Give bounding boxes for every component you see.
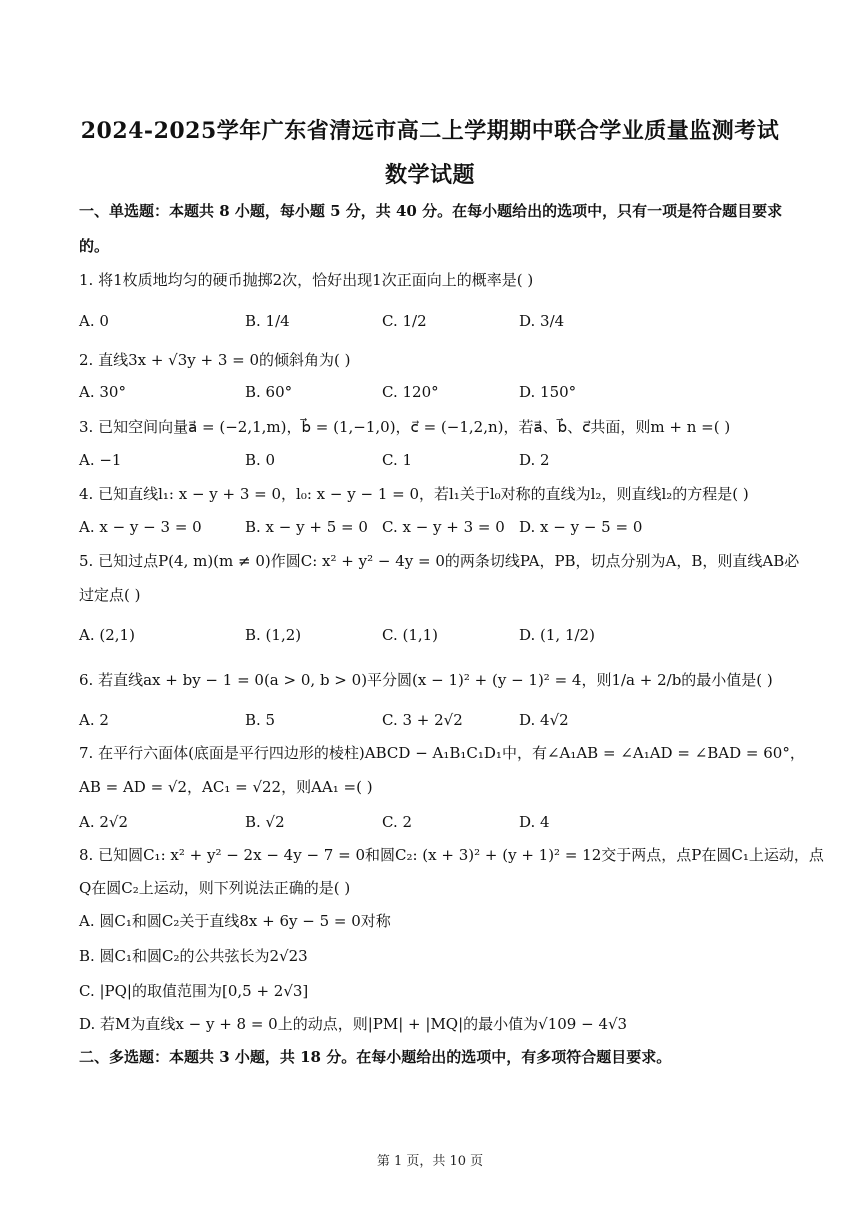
question-3-stem: 3. 已知空间向量a⃗ = (−2,1,m)，b⃗ = (1,−1,0)，c⃗ = (−1,2,n)，若a⃗、b⃗、c⃗共面，则m + n =( ) — [79, 418, 731, 436]
option-b: B. (1,2) — [245, 626, 302, 644]
option-c: C. 1/2 — [382, 312, 427, 330]
question-5-stem-cont: 过定点( ) — [79, 586, 141, 604]
question-7-options — [79, 812, 799, 832]
option-b: B. x − y + 5 = 0 — [245, 518, 368, 536]
option-d: D. (1, 1/2) — [519, 626, 595, 644]
option-d: D. x − y − 5 = 0 — [519, 518, 643, 536]
question-7-stem-cont: AB = AD = √2，AC₁ = √22，则AA₁ =( ) — [79, 778, 373, 796]
question-8-option-a: A. 圆C₁和圆C₂关于直线8x + 6y − 5 = 0对称 — [79, 912, 391, 930]
question-7-stem: 7. 在平行六面体(底面是平行四边形的棱柱)ABCD − A₁B₁C₁D₁中，有∠A₁AB = ∠A₁AD = ∠BAD = 60°， — [79, 744, 805, 762]
option-c: C. x − y + 3 = 0 — [382, 518, 505, 536]
option-c: C. 120° — [382, 383, 439, 401]
option-d: D. 150° — [519, 383, 577, 401]
section-2-heading: 二、多选题：本题共 3 小题，共 18 分。在每小题给出的选项中，有多项符合题目要求。 — [79, 1048, 672, 1066]
option-c: C. (1,1) — [382, 626, 439, 644]
question-5-options — [79, 625, 799, 645]
exam-title: 2024-2025学年广东省清远市高二上学期期中联合学业质量监测考试 — [80, 118, 780, 144]
question-2-stem: 2. 直线3x + √3y + 3 = 0的倾斜角为( ) — [79, 351, 351, 369]
option-b: B. 5 — [245, 711, 276, 729]
option-a: A. (2,1) — [79, 626, 135, 644]
option-d: D. 4 — [519, 813, 550, 831]
option-d: D. 3/4 — [519, 312, 565, 330]
question-4-stem: 4. 已知直线l₁: x − y + 3 = 0，l₀: x − y − 1 = 0，若l₁关于l₀对称的直线为l₂，则直线l₂的方程是( ) — [79, 485, 749, 503]
question-8-stem: 8. 已知圆C₁: x² + y² − 2x − 4y − 7 = 0和圆C₂: (x + 3)² + (y + 1)² = 12交于两点，点P在圆C₁上运动，点 — [79, 846, 824, 864]
question-1-options — [79, 311, 799, 331]
section-1-heading: 一、单选题：本题共 8 小题，每小题 5 分，共 40 分。在每小题给出的选项中，只有一项是符合题目要求 — [79, 202, 783, 220]
question-5-stem: 5. 已知过点P(4, m)(m ≠ 0)作圆C: x² + y² − 4y = 0的两条切线PA，PB，切点分别为A，B，则直线AB必 — [79, 552, 800, 570]
option-b: B. 60° — [245, 383, 293, 401]
page-footer: 第 1 页，共 10 页 — [376, 1154, 484, 1169]
option-a: A. −1 — [79, 451, 122, 469]
option-b: B. √2 — [245, 813, 285, 831]
question-1-stem: 1. 将1枚质地均匀的硬币抛掷2次，恰好出现1次正面向上的概率是( ) — [79, 271, 534, 289]
question-2-options — [79, 382, 799, 402]
question-3-options — [79, 450, 799, 470]
option-d: D. 2 — [519, 451, 550, 469]
option-a: A. 2√2 — [79, 813, 129, 831]
option-c: C. 1 — [382, 451, 413, 469]
question-6-stem: 6. 若直线ax + by − 1 = 0(a > 0, b > 0)平分圆(x − 1)² + (y − 1)² = 4，则1/a + 2/b的最小值是( ) — [79, 671, 773, 689]
option-c: C. 2 — [382, 813, 413, 831]
question-6-options — [79, 710, 799, 730]
option-b: B. 1/4 — [245, 312, 290, 330]
question-8-option-c: C. |PQ|的取值范围为[0,5 + 2√3] — [79, 982, 309, 1000]
option-a: A. 30° — [79, 383, 126, 401]
section-1-heading-cont: 的。 — [79, 237, 110, 255]
option-c: C. 3 + 2√2 — [382, 711, 463, 729]
question-4-options — [79, 517, 799, 537]
question-8-option-d: D. 若M为直线x − y + 8 = 0上的动点，则|PM| + |MQ|的最小值为√109 − 4√3 — [79, 1015, 628, 1033]
exam-subtitle: 数学试题 — [384, 162, 475, 188]
option-d: D. 4√2 — [519, 711, 569, 729]
option-a: A. 2 — [79, 711, 109, 729]
option-b: B. 0 — [245, 451, 276, 469]
question-8-option-b: B. 圆C₁和圆C₂的公共弦长为2√23 — [79, 947, 308, 965]
option-a: A. x − y − 3 = 0 — [79, 518, 202, 536]
question-8-stem-cont: Q在圆C₂上运动，则下列说法正确的是( ) — [79, 879, 351, 897]
option-a: A. 0 — [79, 312, 109, 330]
